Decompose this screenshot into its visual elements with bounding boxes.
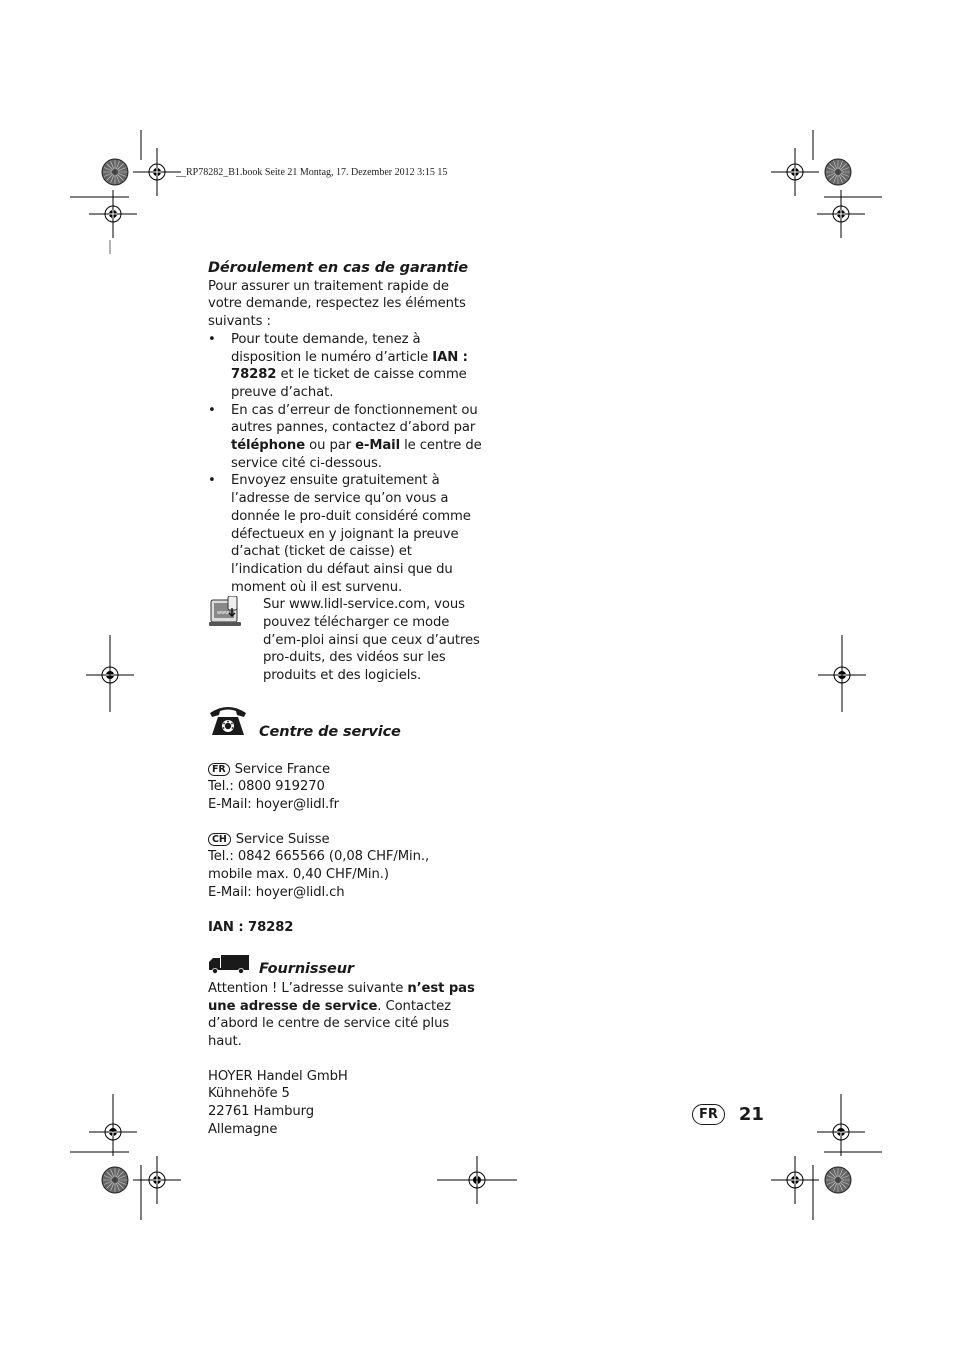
registration-mark-icon bbox=[133, 1156, 181, 1204]
registration-mark-icon bbox=[771, 148, 819, 196]
registration-mark-icon bbox=[133, 148, 181, 196]
bullet-bold: IAN : 78282 bbox=[231, 349, 468, 383]
bullet: • bbox=[208, 473, 216, 489]
bullet-bold: téléphone bbox=[231, 438, 306, 454]
list-item bbox=[208, 472, 483, 596]
bullet-text: et le ticket de caisse comme preuve d’achat. bbox=[231, 367, 467, 400]
address-line: Kühnehöfe 5 bbox=[208, 1086, 290, 1102]
service-fr-tel: Tel.: 0800 919270 bbox=[208, 779, 325, 795]
download-icon bbox=[208, 596, 263, 685]
bullet-text: ou par bbox=[305, 438, 356, 454]
color-wheel-icon bbox=[825, 159, 851, 185]
service-fr-mail: E-Mail: hoyer@lidl.fr bbox=[208, 796, 339, 812]
ian-number: IAN : 78282 bbox=[208, 919, 294, 935]
color-wheel-icon bbox=[102, 1167, 128, 1193]
bullet: • bbox=[208, 331, 216, 347]
language-badge: FR bbox=[692, 1104, 725, 1125]
list-item bbox=[208, 331, 483, 402]
service-ch-tel: Tel.: 0842 665566 (0,08 CHF/Min., bbox=[208, 849, 430, 865]
color-wheel-icon bbox=[102, 159, 128, 185]
address-line: HOYER Handel GmbH bbox=[208, 1068, 348, 1084]
registration-mark-icon bbox=[771, 1156, 819, 1204]
main-column bbox=[208, 260, 483, 1139]
service-ch-tel2: mobile max. 0,40 CHF/Min.) bbox=[208, 867, 389, 883]
bullet: • bbox=[208, 402, 216, 418]
warranty-heading: Déroulement en cas de garantie bbox=[208, 260, 469, 276]
warranty-intro: Pour assurer un traitement rapide de votre demande, respectez les éléments suivants : bbox=[208, 278, 466, 330]
page-footer bbox=[692, 1104, 764, 1125]
supplier-title: Fournisseur bbox=[259, 961, 354, 978]
list-item bbox=[208, 402, 483, 473]
country-flag-ch: CH bbox=[208, 833, 231, 846]
service-fr-name: FR Service France bbox=[208, 761, 483, 779]
bullet-text: Envoyez ensuite gratuitement à l’adresse de service qu’on vous a donnée le pro-duit considéré comme défectueux en y joignant la preuve d’achat (ticket de caisse) et l’indication du défaut ainsi que du moment où il est survenu. bbox=[231, 473, 471, 595]
bullet-text: Pour toute demande, tenez à disposition le numéro d’article bbox=[231, 331, 433, 365]
phone-icon bbox=[208, 703, 259, 743]
bullet-text: le centre de service cité ci-dessous. bbox=[231, 438, 482, 471]
service-ch-name: CH Service Suisse bbox=[208, 831, 483, 849]
truck-icon bbox=[208, 954, 259, 980]
print-slug: __RP78282_B1.book Seite 21 Montag, 17. Dezember 2012 3:15 15 bbox=[176, 167, 448, 178]
service-ch-mail: E-Mail: hoyer@lidl.ch bbox=[208, 884, 345, 900]
bullet-text: En cas d’erreur de fonctionnement ou autres pannes, contactez d’abord par bbox=[231, 402, 478, 436]
download-note-text: Sur www.lidl-service.com, vous pouvez télécharger ce mode d’em-ploi ainsi que ceux d’autres pro-duits, des vidéos sur les produits et des logiciels. bbox=[263, 597, 480, 684]
supplier-heading bbox=[208, 954, 483, 980]
country-flag-fr: FR bbox=[208, 763, 230, 776]
bullet-bold: e-Mail bbox=[355, 438, 401, 454]
address-line: Allemagne bbox=[208, 1121, 278, 1137]
supplier-note: Attention ! L’adresse suivante n’est pas une adresse de service. Contactez d’abord le centre de service cité plus haut. bbox=[208, 980, 475, 1050]
service-heading bbox=[208, 703, 483, 743]
page-number: 21 bbox=[738, 1104, 764, 1125]
address-line: 22761 Hamburg bbox=[208, 1104, 314, 1120]
download-note bbox=[208, 596, 483, 685]
svg-text:www: www bbox=[217, 610, 229, 617]
color-wheel-icon bbox=[825, 1167, 851, 1193]
service-title: Centre de service bbox=[259, 723, 401, 740]
